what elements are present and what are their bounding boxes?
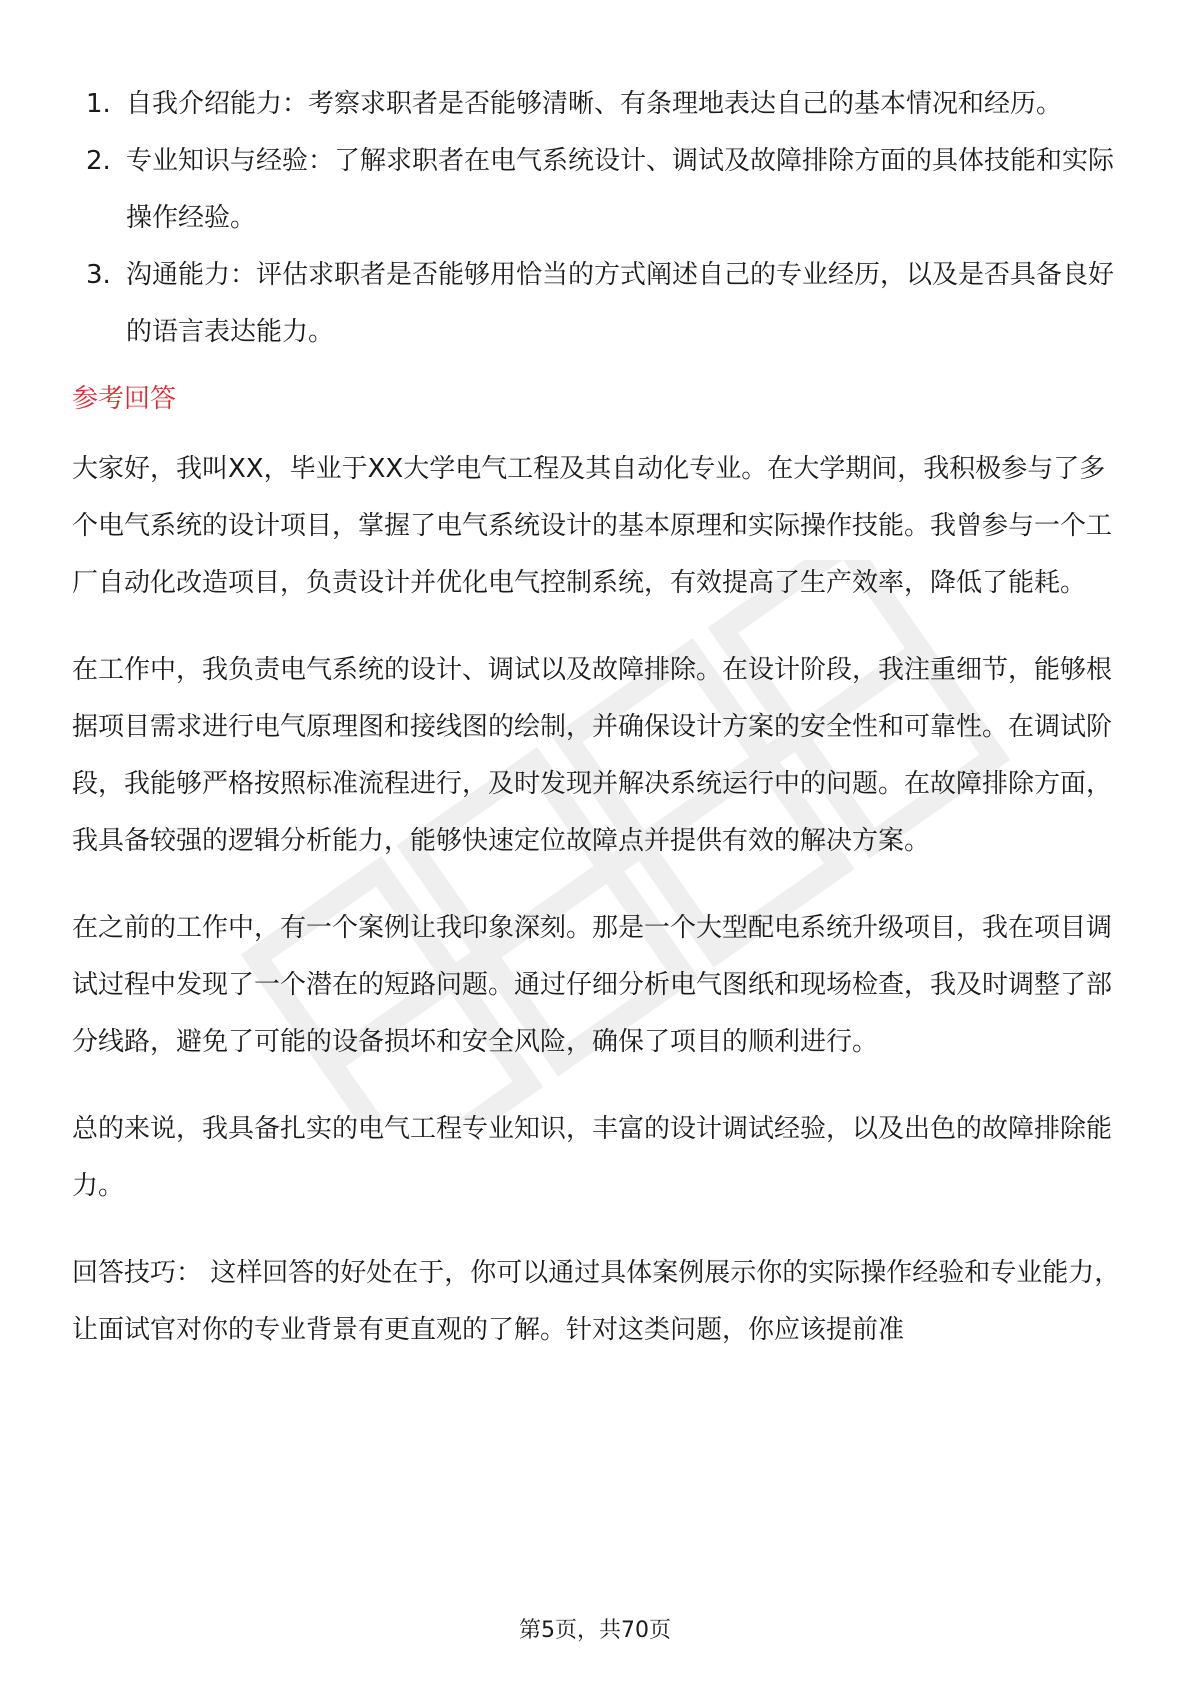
section-heading: 参考回答 bbox=[72, 384, 177, 414]
list-item bbox=[72, 133, 1122, 247]
main-content bbox=[72, 76, 1122, 1359]
list-number: 1. bbox=[86, 89, 111, 119]
list-item-text: 沟通能力：评估求职者是否能够用恰当的方式阐述自己的专业经历，以及是否具备良好的语言表达能力。 bbox=[126, 260, 1115, 347]
list-item bbox=[72, 247, 1122, 361]
answer-paragraph: 在之前的工作中，有一个案例让我印象深刻。那是一个大型配电系统升级项目，我在项目调试过程中发现了一个潜在的短路问题。通过仔细分析电气图纸和现场检查，我及时调整了部分线路，避免了可能的设备损坏和安全风险，确保了项目的顺利进行。 bbox=[72, 913, 1113, 1057]
page-number-footer: 第5页，共70页 bbox=[519, 1618, 671, 1643]
list-number: 2. bbox=[86, 146, 111, 176]
list-item-text: 自我介绍能力：考察求职者是否能够清晰、有条理地表达自己的基本情况和经历。 bbox=[126, 89, 1063, 119]
answer-paragraph: 大家好，我叫XX，毕业于XX大学电气工程及其自动化专业。在大学期间，我积极参与了多个电气系统的设计项目，掌握了电气系统设计的基本原理和实际操作技能。我曾参与一个工厂自动化改造项目，负责设计并优化电气控制系统，有效提高了生产效率，降低了能耗。 bbox=[72, 454, 1113, 598]
list-item-text: 专业知识与经验：了解求职者在电气系统设计、调试及故障排除方面的具体技能和实际操作经验。 bbox=[126, 146, 1115, 233]
answer-paragraph: 在工作中，我负责电气系统的设计、调试以及故障排除。在设计阶段，我注重细节，能够根据项目需求进行电气原理图和接线图的绘制，并确保设计方案的安全性和可靠性。在调试阶段，我能够严格按照标准流程进行，及时发现并解决系统运行中的问题。在故障排除方面，我具备较强的逻辑分析能力，能够快速定位故障点并提供有效的解决方案。 bbox=[72, 655, 1113, 856]
list-item bbox=[72, 76, 1122, 133]
list-number: 3. bbox=[86, 260, 111, 290]
answer-paragraph: 总的来说，我具备扎实的电气工程专业知识，丰富的设计调试经验，以及出色的故障排除能力。 bbox=[72, 1114, 1113, 1201]
tips-paragraph: 回答技巧： 这样回答的好处在于，你可以通过具体案例展示你的实际操作经验和专业能力，让面试官对你的专业背景有更直观的了解。针对这类问题，你应该提前准 bbox=[72, 1258, 1121, 1345]
evaluation-points-list bbox=[72, 76, 1122, 361]
